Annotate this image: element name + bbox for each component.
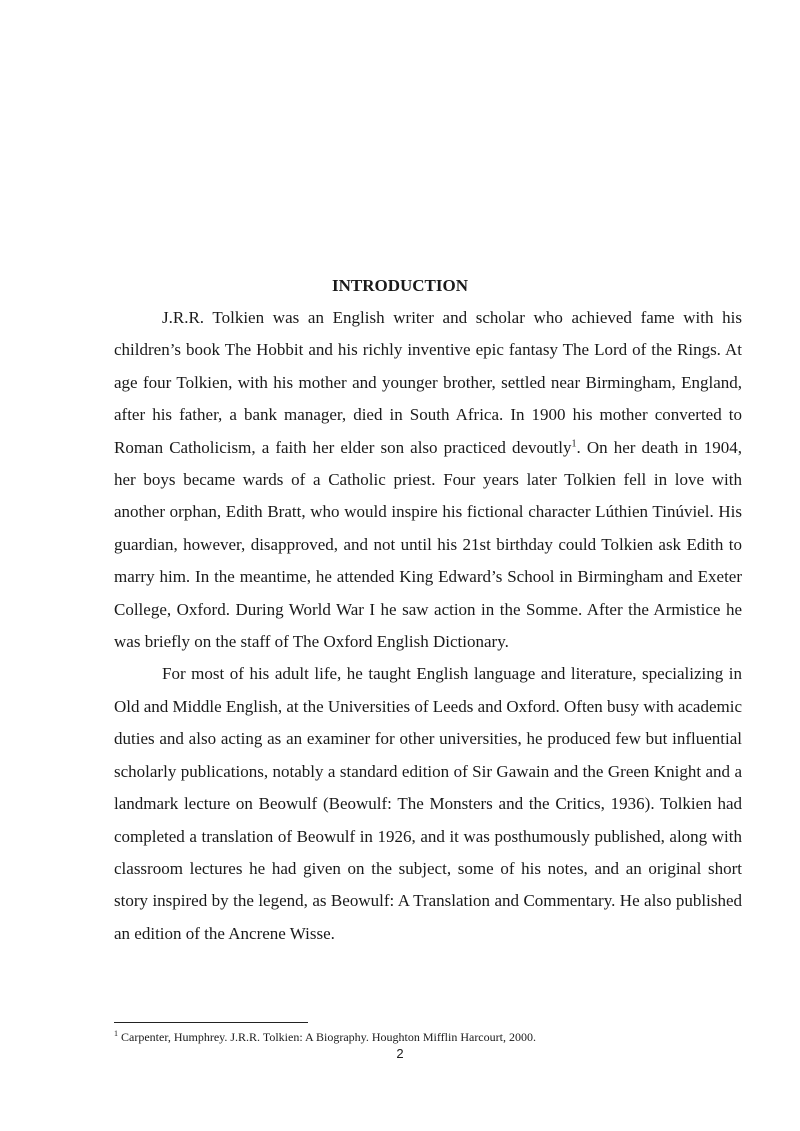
page-title: INTRODUCTION [331, 276, 469, 295]
footnote-marker: 1 [114, 1029, 118, 1038]
footnote-reference: 1 [571, 437, 577, 449]
paragraph-1-text-b: . On her death in 1904, her boys became wards of a Catholic priest. Four years later Tolkien fell in love with another orphan, Edith Bratt, who would inspire his fictional character Lúthien Tinúviel. His guardian, however, disapproved, and not until his 21st birthday could Tolkien ask Edith to marry him. In the meantime, he attended King Edward’s School in Birmingham and Exeter College, Oxford. During World War I he saw action in the Somme. After the Armistice he was briefly on the staff of The Oxford English Dictionary. [114, 437, 742, 652]
paragraph-1 [114, 302, 742, 658]
body-text [114, 302, 742, 950]
footnote [114, 1030, 754, 1044]
page-number: 2 [396, 1046, 404, 1061]
footnote-divider [114, 1022, 308, 1023]
footnote-text: Carpenter, Humphrey. J.R.R. Tolkien: A Biography. Houghton Mifflin Harcourt, 2000. [121, 1030, 536, 1044]
paragraph-2: For most of his adult life, he taught English language and literature, specializing in Old and Middle English, at the Universities of Leeds and Oxford. Often busy with academic duties and also acting as an examiner for other universities, he produced few but influential scholarly publications, notably a standard edition of Sir Gawain and the Green Knight and a landmark lecture on Beowulf (Beowulf: The Monsters and the Critics, 1936). Tolkien had completed a translation of Beowulf in 1926, and it was posthumously published, along with classroom lectures he had given on the subject, some of his notes, and an original short story inspired by the legend, as Beowulf: A Translation and Commentary. He also published an edition of the Ancrene Wisse. [114, 664, 742, 943]
paragraph-1-text-a: J.R.R. Tolkien was an English writer and scholar who achieved fame with his children’s book The Hobbit and his richly inventive epic fantasy The Lord of the Rings. At age four Tolkien, with his mother and younger brother, settled near Birmingham, England, after his father, a bank manager, died in South Africa. In 1900 his mother converted to Roman Catholicism, a faith her elder son also practiced devoutly [114, 308, 742, 457]
